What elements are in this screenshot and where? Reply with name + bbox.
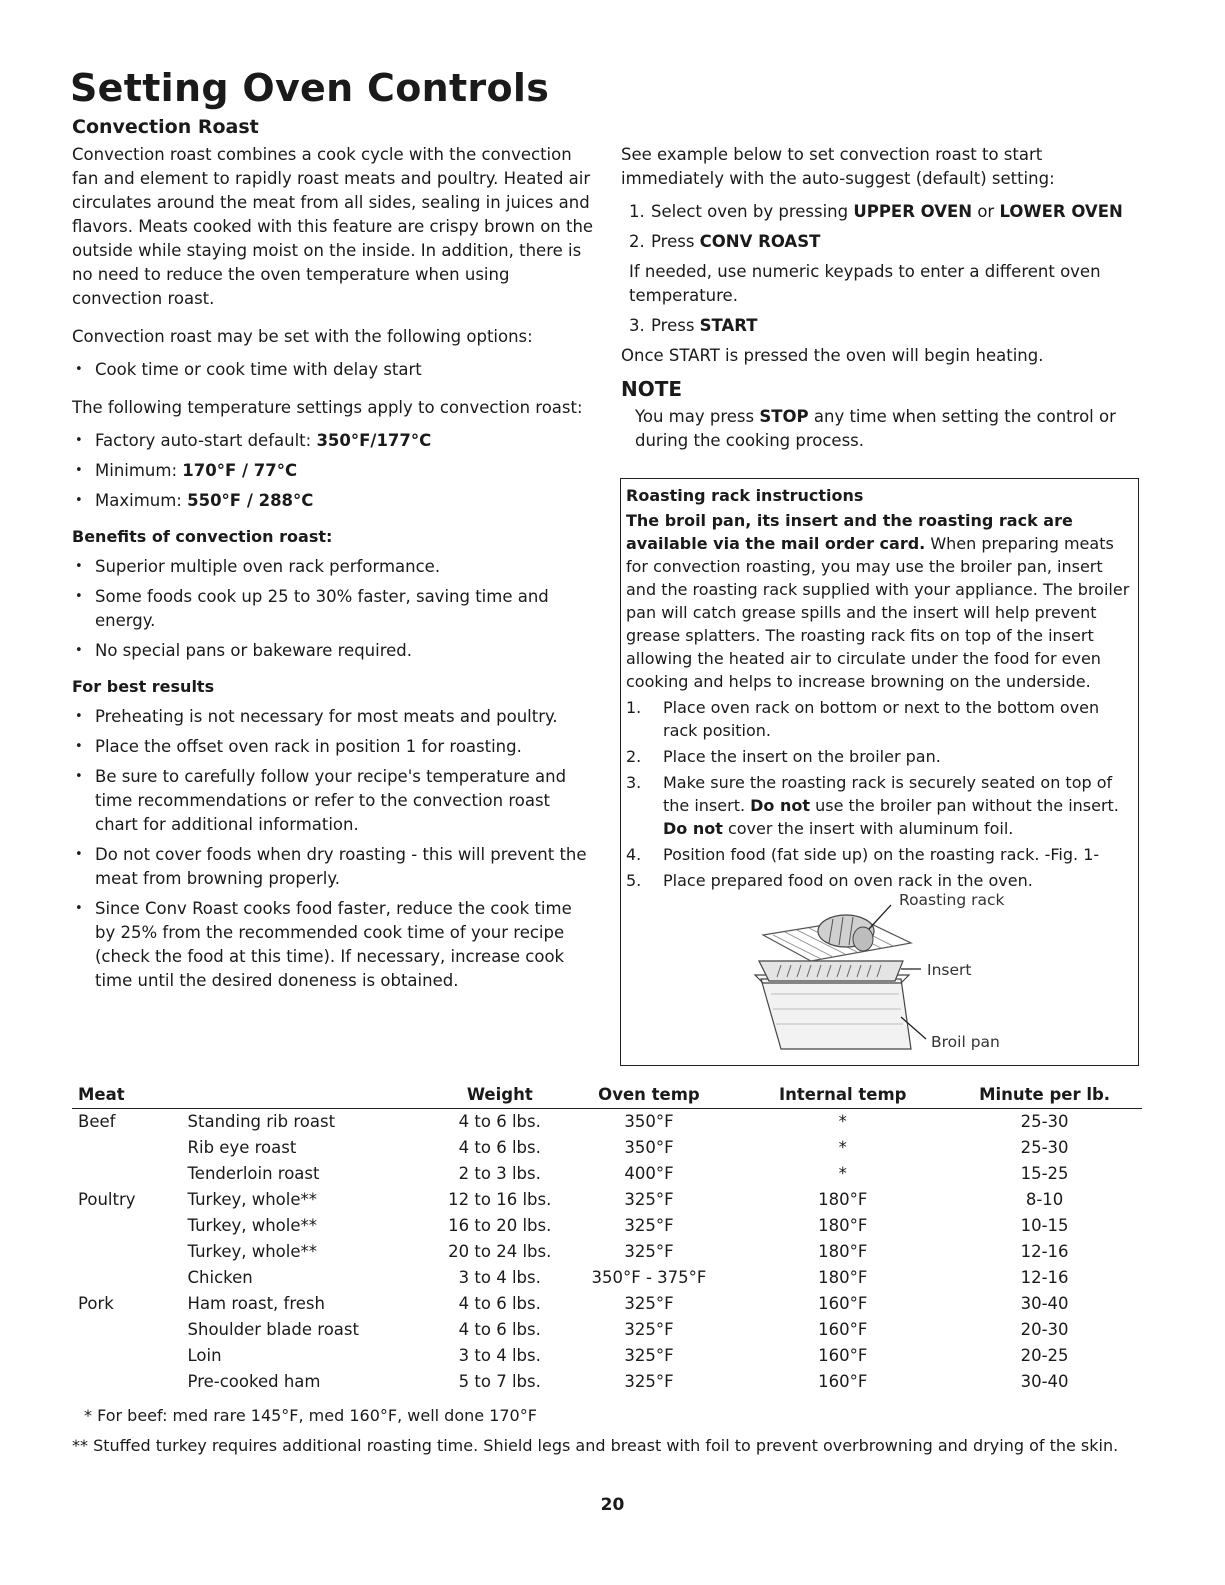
- note-heading: NOTE: [621, 377, 683, 401]
- step-1: 1. Select oven by pressing UPPER OVEN or LOWER OVEN: [629, 202, 1123, 221]
- header-oven-temp: Oven temp: [560, 1084, 739, 1109]
- roasting-rack-illustration: [751, 891, 1141, 1063]
- temp-minimum: • Minimum: 170°F / 77°C: [72, 459, 597, 483]
- example-intro: See example below to set convection roast to start immediately with the auto-suggest (default) setting:: [621, 145, 1055, 188]
- table-row: Tenderloin roast 2 to 3 lbs. 400°F * 15-25: [187, 1164, 1069, 1183]
- benefits-heading: Benefits of convection roast:: [72, 527, 333, 546]
- best-results-list: [72, 705, 597, 993]
- benefit-item: • No special pans or bakeware required.: [72, 639, 597, 663]
- table-row: Shoulder blade roast 4 to 6 lbs. 325°F 160°F 20-30: [187, 1320, 1069, 1339]
- step-note: If needed, use numeric keypads to enter a different oven temperature.: [629, 262, 1101, 305]
- label-insert: Insert: [927, 961, 972, 979]
- table-row: Loin 3 to 4 lbs. 325°F 160°F 20-25: [187, 1346, 1069, 1365]
- best-item: • Preheating is not necessary for most meats and poultry.: [72, 705, 597, 729]
- rack-steps: [626, 696, 1134, 892]
- step-3: 3. Press START: [629, 316, 758, 335]
- table-row: Chicken 3 to 4 lbs. 350°F - 375°F 180°F 12-16: [187, 1268, 1069, 1287]
- footnote-beef: * For beef: med rare 145°F, med 160°F, well done 170°F: [84, 1406, 537, 1425]
- intro-paragraph: Convection roast combines a cook cycle with the convection fan and element to rapidly roast meats and poultry. Heated air circulates around the meat from all sides, sealing in juices and flavors. Meats cooked with this feature are crispy brown on the outside while staying moist on the inside. In addition, there is no need to reduce the oven temperature when using convection roast.: [72, 145, 594, 308]
- once-started: Once START is pressed the oven will begin heating.: [621, 346, 1044, 365]
- temps-list: [72, 429, 597, 513]
- rack-step-1: 1. Place oven rack on bottom or next to the bottom oven rack position.: [626, 698, 1100, 740]
- rack-box-intro: The broil pan, its insert and the roasting rack are available via the mail order card. When preparing meats for convection roasting, you may use the broiler pan, insert and the roasting rack supplied with your appliance. The broiler pan will catch grease spills and the insert will help prevent grease splatters. The roasting rack fits on top of the insert allowing the heated air to circulate under the food for even cooking and helps to increase browning on the underside.: [626, 511, 1130, 691]
- options-item: • Cook time or cook time with delay start: [72, 358, 597, 382]
- roasting-rack-box: [620, 478, 1139, 1066]
- page-number: 20: [600, 1495, 625, 1515]
- step-2: 2. Press CONV ROAST: [629, 232, 821, 251]
- rack-step-2: 2. Place the insert on the broiler pan.: [626, 747, 941, 766]
- label-broil-pan: Broil pan: [931, 1033, 1000, 1051]
- table-row: Poultry Turkey, whole** 12 to 16 lbs. 325°F 180°F 8-10: [78, 1190, 1064, 1209]
- header-weight: Weight: [440, 1084, 560, 1109]
- label-roasting-rack: Roasting rack: [899, 891, 1005, 909]
- table-row: Pre-cooked ham 5 to 7 lbs. 325°F 160°F 30-40: [187, 1372, 1069, 1391]
- best-item: • Since Conv Roast cooks food faster, reduce the cook time by 25% from the recommended cook time of your recipe (check the food at this time). If necessary, increase cook time until the desired doneness is obtained.: [72, 897, 597, 993]
- note-body: You may press STOP any time when setting the control or during the cooking process.: [635, 407, 1116, 450]
- best-results-heading: For best results: [72, 677, 215, 696]
- temp-maximum: • Maximum: 550°F / 288°C: [72, 489, 597, 513]
- table-header-row: [72, 1084, 1142, 1109]
- header-internal-temp: Internal temp: [738, 1084, 947, 1109]
- options-list: [72, 358, 597, 382]
- benefits-list: [72, 555, 597, 663]
- rack-box-title: Roasting rack instructions: [626, 486, 864, 505]
- page-title: Setting Oven Controls: [70, 66, 550, 110]
- rack-step-3: 3. Make sure the roasting rack is securely seated on top of the insert. Do not use the broiler pan without the insert. Do not cover the insert with aluminum foil.: [626, 773, 1119, 838]
- table-row: Pork Ham roast, fresh 4 to 6 lbs. 325°F 160°F 30-40: [78, 1294, 1069, 1313]
- steps-list: [621, 200, 1141, 338]
- footnote-turkey: ** Stuffed turkey requires additional roasting time. Shield legs and breast with foil to prevent overbrowning and drying of the skin.: [72, 1436, 1119, 1455]
- temps-intro: The following temperature settings apply to convection roast:: [72, 398, 583, 417]
- table-row: Rib eye roast 4 to 6 lbs. 350°F * 25-30: [187, 1138, 1069, 1157]
- rack-step-4: 4. Position food (fat side up) on the roasting rack. -Fig. 1-: [626, 845, 1100, 864]
- options-intro: Convection roast may be set with the following options:: [72, 327, 533, 346]
- convection-roast-table: [72, 1084, 1142, 1395]
- table-row: Beef Standing rib roast 4 to 6 lbs. 350°F * 25-30: [78, 1112, 1069, 1131]
- table-row: Turkey, whole** 20 to 24 lbs. 325°F 180°F 12-16: [187, 1242, 1069, 1261]
- benefit-item: • Some foods cook up 25 to 30% faster, saving time and energy.: [72, 585, 597, 633]
- rack-step-5: 5. Place prepared food on oven rack in the oven.: [626, 871, 1033, 890]
- best-item: • Be sure to carefully follow your recipe's temperature and time recommendations or refer to the convection roast chart for additional information.: [72, 765, 597, 837]
- benefit-item: • Superior multiple oven rack performance.: [72, 555, 597, 579]
- best-item: • Place the offset oven rack in position 1 for roasting.: [72, 735, 597, 759]
- header-minute-per-lb: Minute per lb.: [947, 1084, 1142, 1109]
- section-title: Convection Roast: [72, 116, 259, 138]
- best-item: • Do not cover foods when dry roasting - this will prevent the meat from browning properly.: [72, 843, 597, 891]
- header-meat: Meat: [72, 1084, 440, 1109]
- left-column: [72, 143, 597, 1005]
- temp-default: • Factory auto-start default: 350°F/177°C: [72, 429, 597, 453]
- table-row: Turkey, whole** 16 to 20 lbs. 325°F 180°F 10-15: [187, 1216, 1069, 1235]
- right-column: [621, 143, 1141, 467]
